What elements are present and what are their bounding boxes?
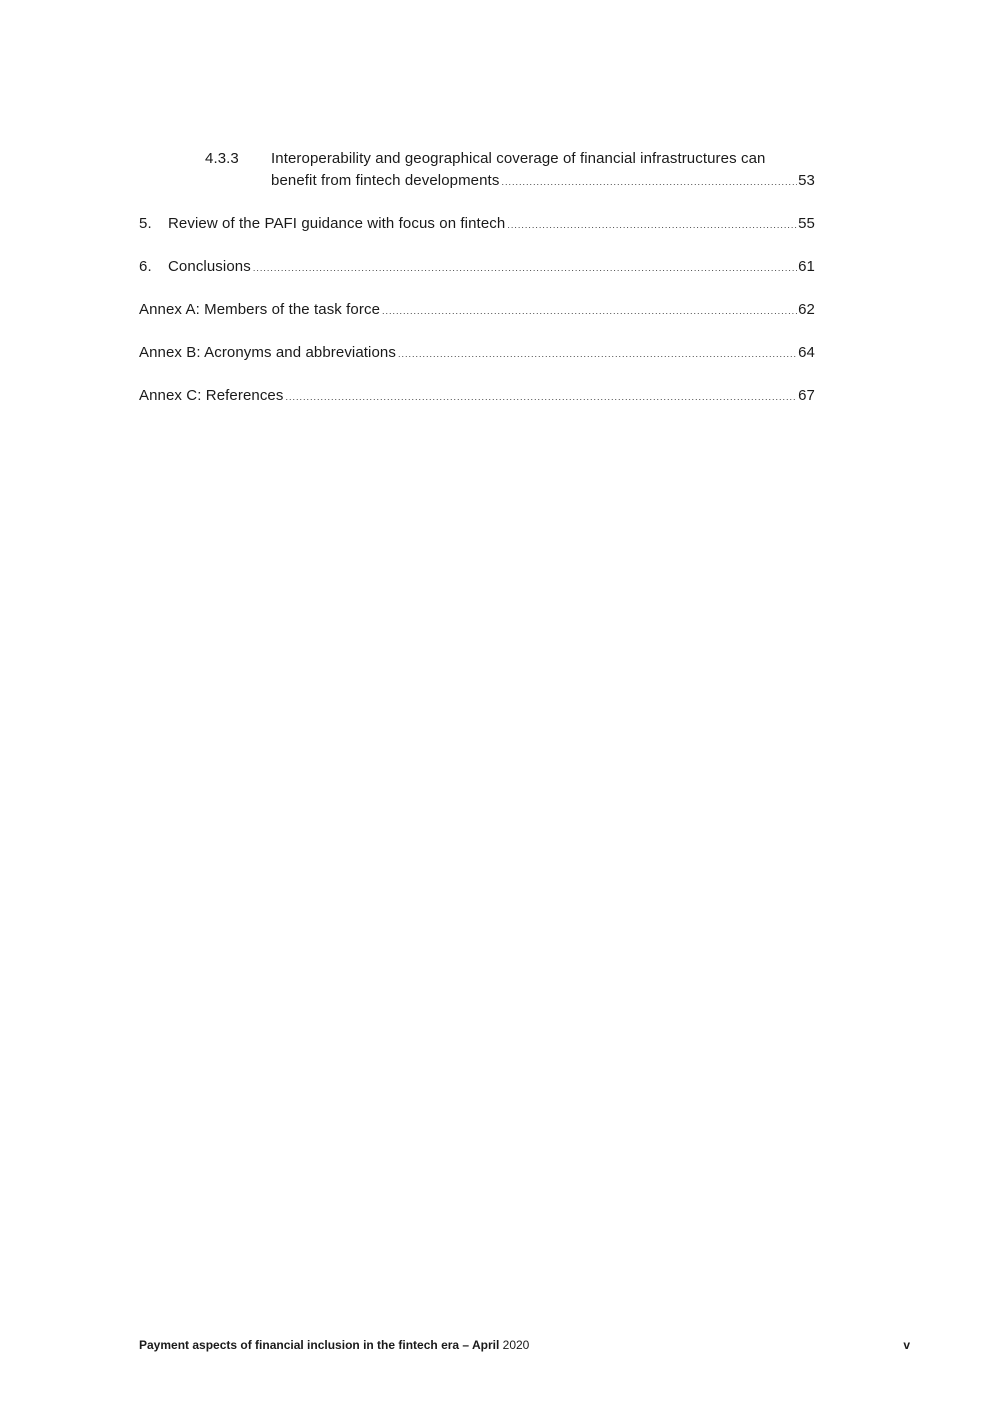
toc-entry-number: 6.	[139, 258, 152, 275]
page-footer	[139, 1337, 910, 1353]
dot-leader	[398, 343, 797, 365]
toc-entry-title: Annex B: Acronyms and abbreviations	[139, 344, 396, 361]
toc-entry-annex-a[interactable]	[139, 299, 815, 322]
toc-entry-number: 4.3.3	[205, 150, 239, 167]
toc-entry-page: 53	[798, 172, 815, 189]
toc-entry-5[interactable]	[139, 213, 815, 236]
table-of-contents	[139, 148, 815, 428]
footer-document-title: Payment aspects of financial inclusion in the fintech era – April 2020	[139, 1338, 530, 1352]
toc-entry-page: 64	[798, 344, 815, 361]
toc-entry-page: 67	[798, 387, 815, 404]
toc-entry-title: Annex C: References	[139, 387, 284, 404]
toc-entry-title: Annex A: Members of the task force	[139, 301, 381, 318]
dot-leader	[382, 300, 797, 322]
dot-leader	[285, 386, 797, 408]
toc-entry-title-line1: Interoperability and geographical coverage of financial infrastructures can	[271, 150, 766, 167]
footer-year: 2020	[502, 1338, 530, 1352]
toc-entry-page: 62	[798, 301, 815, 318]
toc-entry-4-3-3[interactable]	[139, 148, 815, 193]
toc-entry-annex-b[interactable]	[139, 342, 815, 365]
toc-entry-page: 61	[798, 258, 815, 275]
toc-entry-title: Conclusions	[168, 258, 251, 275]
toc-entry-6[interactable]	[139, 256, 815, 279]
toc-entry-number: 5.	[139, 215, 152, 232]
dot-leader	[253, 257, 797, 279]
dot-leader	[507, 214, 797, 236]
toc-entry-title: Review of the PAFI guidance with focus on fintech	[168, 215, 506, 232]
dot-leader	[501, 171, 797, 193]
toc-entry-annex-c[interactable]	[139, 385, 815, 408]
footer-page-number: v	[903, 1338, 910, 1352]
toc-entry-page: 55	[798, 215, 815, 232]
toc-entry-title-line2: benefit from fintech developments	[271, 172, 500, 189]
